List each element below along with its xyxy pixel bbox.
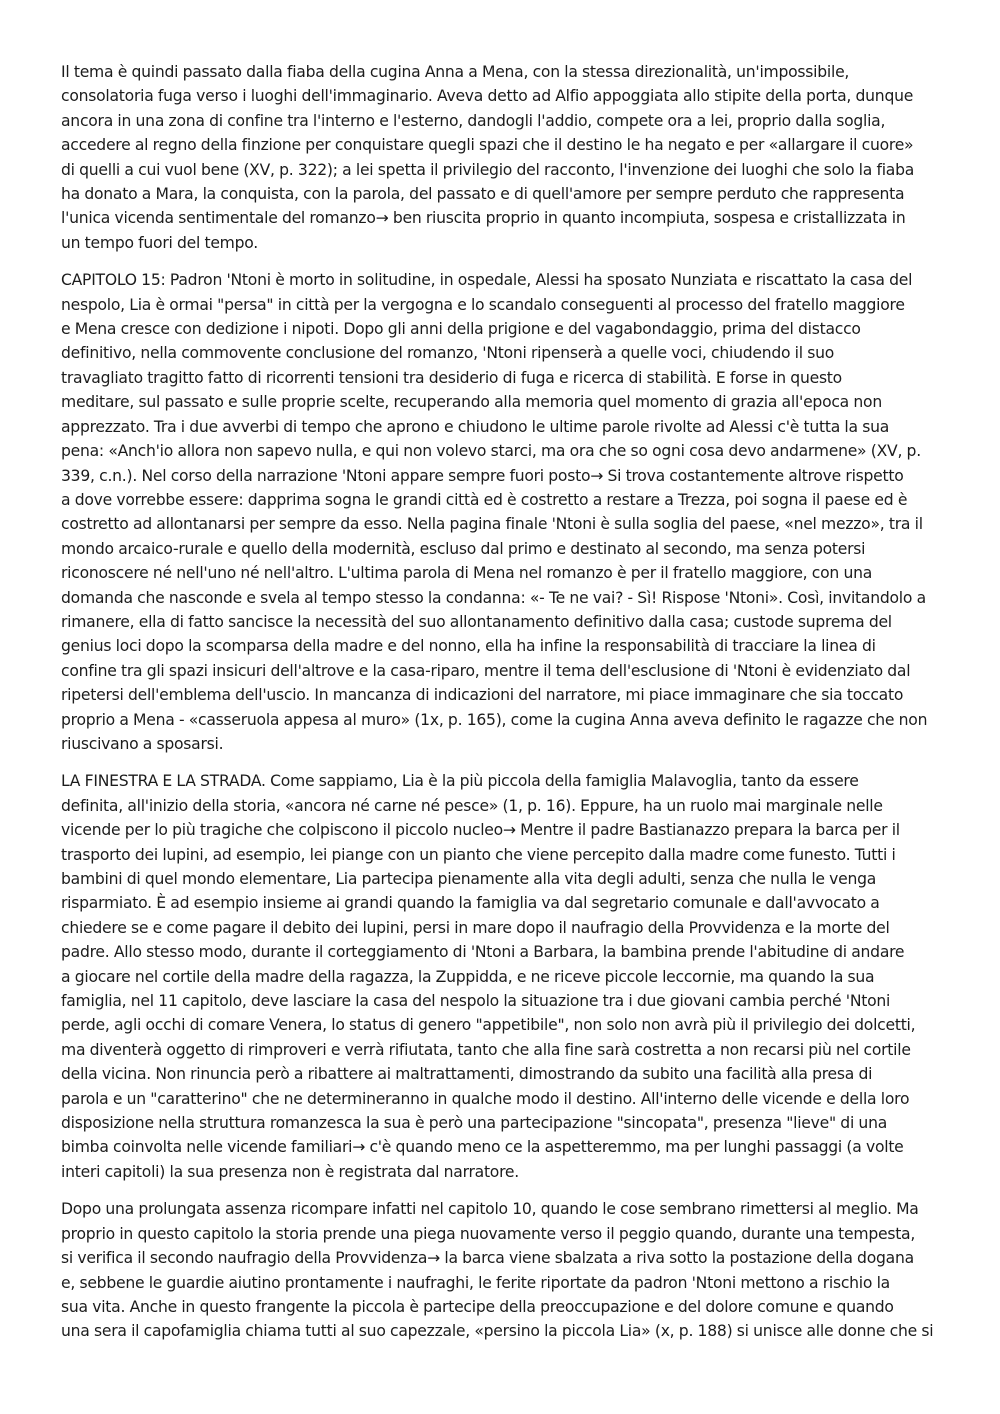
text-line: sua vita. Anche in questo frangente la piccola è partecipe della preoccupazione e del dolore comune e quando (61, 1297, 894, 1316)
text-line: l'unica vicenda sentimentale del romanzo→ ben riuscita proprio in quanto incompiuta, sospesa e cristallizzata in (61, 209, 906, 228)
text-line: una sera il capofamiglia chiama tutti al suo capezzale, «persino la piccola Lia» (x, p. 188) si unisce alle donne che si (61, 1322, 934, 1341)
text-line: 339, c.n.). Nel corso della narrazione 'Ntoni appare sempre fuori posto→ Si trova costantemente altrove rispetto (61, 466, 904, 485)
text-line: padre. Allo stesso modo, durante il corteggiamento di 'Ntoni a Barbara, la bambina prende l'abitudine di andare (61, 943, 905, 962)
text-line: consolatoria fuga verso i luoghi dell'immaginario. Aveva detto ad Alfio appoggiata allo stipite della porta, dunque (61, 87, 914, 106)
text-line: di quelli a cui vuol bene (XV, p. 322); a lei spetta il privilegio del racconto, l'invenzione dei luoghi che solo la fiaba (61, 160, 915, 179)
text-line: bambini di quel mondo elementare, Lia partecipa pienamente alla vita degli adulti, senza che nulla le venga (61, 870, 877, 888)
text-line: famiglia, nel 11 capitolo, deve lasciare la casa del nespolo la situazione tra i due giovani cambia perché 'Ntoni (61, 992, 891, 1011)
text-line: un tempo fuori del tempo. (61, 233, 258, 252)
text-line: CAPITOLO 15: Padron 'Ntoni è morto in solitudine, in ospedale, Alessi ha sposato Nunziata e riscattato la casa del (61, 271, 913, 290)
text-line: a giocare nel cortile della madre della ragazza, la Zuppidda, e ne riceve piccole leccornie, ma quando la sua (61, 967, 875, 986)
text-line: ha donato a Mara, la conquista, con la parola, del passato e di quell'amore per sempre perduto che rappresenta (61, 185, 905, 204)
text-line: riconoscere né nell'uno né nell'altro. L'ultima parola di Mena nel romanzo è per il fratello maggiore, con una (61, 564, 873, 583)
text-line: travagliato tragitto fatto di ricorrenti tensioni tra desiderio di fuga e ricerca di stabilità. E forse in questo (61, 368, 842, 387)
text-line: costretto ad allontanarsi per sempre da esso. Nella pagina finale 'Ntoni è sulla soglia del paese, «nel mezzo», tra il (61, 515, 923, 534)
paragraph-capitolo-15 (61, 268, 941, 756)
text-line: bimba coinvolta nelle vicende familiari→ c'è quando meno ce la aspetteremmo, ma per lunghi passaggi (a volte (61, 1138, 904, 1157)
text-line: Il tema è quindi passato dalla fiaba della cugina Anna a Mena, con la stessa direzionalità, un'impossibile, (61, 63, 850, 81)
text-line: nespolo, Lia è ormai "persa" in città per la vergogna e lo scandalo conseguenti al processo del fratello maggiore (61, 295, 905, 314)
text-line: mondo arcaico-rurale e quello della modernità, escluso dal primo e destinato al secondo, ma senza potersi (61, 539, 866, 558)
text-line: interi capitoli) la sua presenza non è registrata dal narratore. (61, 1162, 519, 1181)
text-line: apprezzato. Tra i due avverbi di tempo che aprono e chiudono le ultime parole rivolte ad Alessi c'è tutta la sua (61, 417, 890, 436)
text-line: definita, all'inizio della storia, «ancora né carne né pesce» (1, p. 16). Eppure, ha un ruolo mai marginale nelle (61, 796, 883, 815)
text-line: confine tra gli spazi insicuri dell'altrove e la casa-riparo, mentre il tema dell'esclusione di 'Ntoni è evidenziato dal (61, 661, 911, 680)
document-page (61, 60, 941, 1357)
text-line: e, sebbene le guardie aiutino prontamente i naufraghi, le ferite riportate da padron 'Ntoni mettono a rischio la (61, 1273, 890, 1292)
text-line: rimanere, ella di fatto sancisce la necessità del suo allontanamento definitivo dalla casa; custode suprema del (61, 612, 892, 631)
text-line: domanda che nasconde e svela al tempo stesso la condanna: «- Te ne vai? - Sì! Rispose 'Ntoni». Così, invitandolo a (61, 588, 926, 607)
text-line: ancora in una zona di confine tra l'interno e l'esterno, dandogli l'addio, compete ora a lei, proprio dalla soglia, (61, 111, 886, 130)
text-line: riuscivano a sposarsi. (61, 734, 224, 753)
text-line: genius loci dopo la scomparsa della madre e del nonno, ella ha infine la responsabilità di tracciare la linea di (61, 637, 876, 656)
text-line: meditare, sul passato e sulle proprie scelte, recuperando alla memoria quel momento di grazia all'epoca non (61, 393, 882, 412)
text-line: disposizione nella struttura romanzesca la sua è però una partecipazione "sincopata", presenza "lieve" di una (61, 1114, 888, 1133)
text-line: trasporto dei lupini, ad esempio, lei piange con un pianto che viene percepito dalla madre come funesto. Tutti i (61, 845, 896, 864)
text-line: Dopo una prolungata assenza ricompare infatti nel capitolo 10, quando le cose sembrano rimettersi al meglio. Ma (61, 1200, 919, 1219)
text-line: risparmiato. È ad esempio insieme ai grandi quando la famiglia va dal segretario comunale e dall'avvocato a (61, 894, 880, 913)
text-line: si verifica il secondo naufragio della Provvidenza→ la barca viene sbalzata a riva sotto la postazione della dogana (61, 1249, 914, 1268)
text-line: LA FINESTRA E LA STRADA. Come sappiamo, Lia è la più piccola della famiglia Malavoglia, tanto da essere (61, 772, 859, 791)
text-line: della vicina. Non rinuncia però a ribattere ai maltrattamenti, dimostrando da subito una facilità alla presa di (61, 1065, 873, 1084)
text-line: chiedere se e come pagare il debito dei lupini, persi in mare dopo il naufragio della Provvidenza e la morte del (61, 918, 890, 937)
text-line: pena: «Anch'io allora non sapevo nulla, e qui non volevo starci, ma ora che so ogni cosa devo andarmene» (XV, p. (61, 442, 921, 461)
text-line: a dove vorrebbe essere: dapprima sogna le grandi città ed è costretto a restare a Trezza, poi sogna il paese ed è (61, 490, 908, 509)
text-line: ripetersi dell'emblema dell'uscio. In mancanza di indicazioni del narratore, mi piace immaginare che sia toccato (61, 686, 904, 705)
text-line: accedere al regno della finzione per conquistare quegli spazi che il destino le ha negato e per «allargare il cuore» (61, 136, 914, 155)
text-line: ma diventerà oggetto di rimproveri e verrà rifiutata, tanto che alla fine sarà costretta a non recarsi più nel cortile (61, 1040, 911, 1059)
text-line: definitivo, nella commovente conclusione del romanzo, 'Ntoni ripenserà a quelle voci, chiudendo il suo (61, 344, 835, 363)
paragraph-mena-fiaba (61, 60, 941, 255)
paragraph-finestra-strada (61, 769, 941, 1184)
text-line: proprio in questo capitolo la storia prende una piega nuovamente verso il peggio quando, durante una tempesta, (61, 1224, 916, 1243)
text-line: parola e un "caratterino" che ne determineranno in qualche modo il destino. All'interno delle vicende e della loro (61, 1089, 910, 1108)
text-line: proprio a Mena - «casseruola appesa al muro» (1x, p. 165), come la cugina Anna aveva definito le ragazze che non (61, 710, 928, 729)
paragraph-capitolo-10 (61, 1197, 941, 1343)
text-line: e Mena cresce con dedizione i nipoti. Dopo gli anni della prigione e del vagabondaggio, prima del distacco (61, 320, 861, 339)
text-line: vicende per lo più tragiche che colpiscono il piccolo nucleo→ Mentre il padre Bastianazzo prepara la barca per il (61, 821, 900, 840)
text-line: perde, agli occhi di comare Venera, lo status di genero "appetibile", non solo non avrà più il privilegio dei dolcetti, (61, 1016, 916, 1035)
